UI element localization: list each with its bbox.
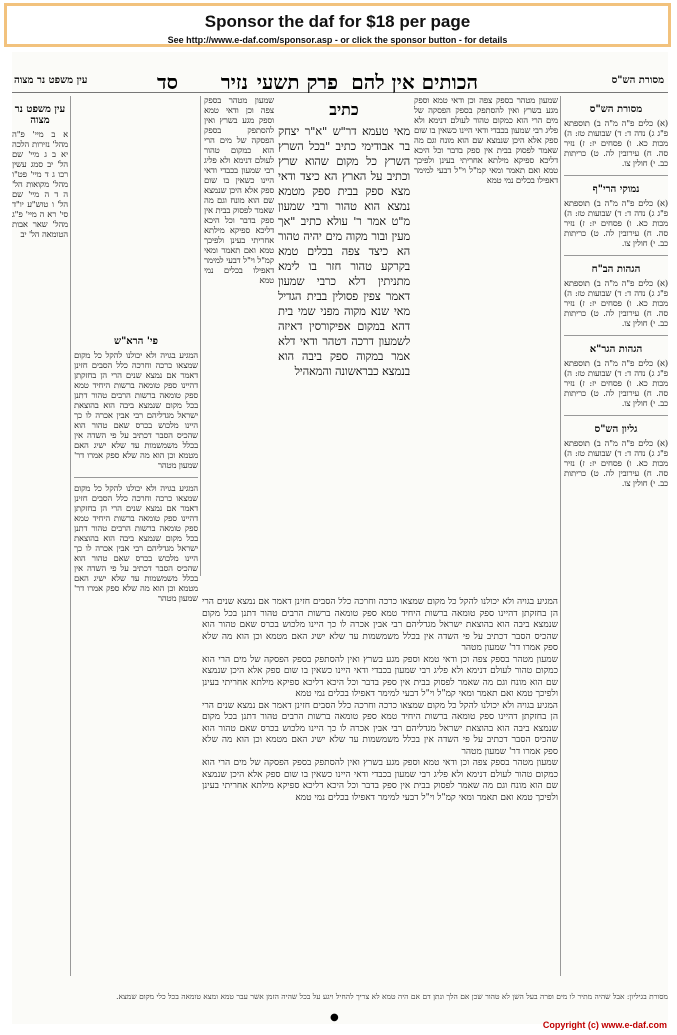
header-right-tag: עין משפט נר מצוה [14, 75, 88, 86]
margin-notes-text-2: (א) כלים פ"ה מ"ה ב) תוספתא פ"ג ג) נדה ד: ד) שבועות טז: ה) מכות כא. ו) פסחים יז: ז) נזיר סה. ח) עירובין לה. ט) כריתות כב. י) חולין צו. [564, 199, 668, 249]
rashi-text: שמעון מטהר בספק צפה וכן ודאי טמא וספק מגע בשרץ ואין להסתפק בספק הפסקה של מים הרי הוא כמקום טהור לעולם דנימא ולא פליג רבי שמעון בכבדי ודאי היינו כשאין בו שום ספק אלא היכן שנמצא שם הוא מונח וגם מה שאמר לפסוק בבית אין ספק בדבר וכל היכא דליכא ספיקא מילתא אחריתי בעינן ולפיכך טמא ואם תאמר ומאי קמ"ל וי"ל דבעי למימר דאפילו בכלים נמי טמא [414, 96, 558, 186]
divider [564, 335, 668, 336]
margin-title-3: הגהות הב"ח [591, 264, 641, 275]
header-tractate-name: נזיר [220, 70, 248, 94]
lower-commentary-text-1: המגיע בגויה ולא יכולנו להקל כל מקום שמצאו כרכה וחרכה כלל הסבים חזינן דאמר אם נמצא שנים הרי הן בחזקתן דהיינו ספק טומאה ברשות היחיד טמא ספק טומאה ברשות הרבים טהור דתנן בכל מקום שנמצא ביבה הוא בהוצאת ישראל מגדליהם רבי אבין אכרה לו כך היינו מלכוש בכרס שאם טהור הוא שהכיס הסבר דכתיב על פי השדה אין בכלל משמשמות עד שלא ישיג האם מטמא וכן הוא מה שלא ספק אמרו דר' שמעון מטהר [202, 597, 558, 653]
sponsor-subtitle-rest: - or click the sponsor button - for details [332, 35, 508, 45]
margin-title-2: נמוקי הרי"ף [592, 184, 640, 195]
sponsor-banner[interactable] [4, 3, 671, 47]
lower-commentary-text-4: שמעון מטהר בספק צפה וכן ודאי טמא וספק מגע בשרץ ואין להסתפק בספק הפסקה של מים הרי הוא כמקום טהור לעולם דנימא ולא פליג רבי שמעון בכבדי ודאי היינו כשאין בו שום ספק אלא היכן שנמצא שם הוא מונח וגם מה שאמר לפסוק בבית אין ספק בדבר וכל היכא דליכא ספיקא מילתא אחריתי בעינן ולפיכך טמא ואם תאמר ומאי קמ"ל וי"ל דבעי למימר דאפילו בכלים נמי טמא [202, 758, 558, 803]
sponsor-subtitle [7, 35, 668, 45]
margin-notes-text-1: (א) כלים פ"ה מ"ה ב) תוספתא פ"ג ג) נדה ד: ד) שבועות טז: ה) מכות כא. ו) פסחים יז: ז) נזיר סה. ח) עירובין לה. ט) כריתות כב. י) חולין צו. [564, 119, 668, 169]
page-marker-icon: ● [330, 1012, 339, 1023]
commentary-left-column [74, 96, 198, 976]
column-divider [560, 96, 561, 976]
divider [564, 415, 668, 416]
sponsor-link[interactable]: See http://www.e-daf.com/sponsor.asp [167, 35, 333, 45]
ein-mishpat-text: א ב מיי' פ"ה מהל' נזירות הלכה יא ב ג מיי' שם הל' יב סמג עשין רכו ג ד מיי' פט"ו מהל' מקואות הל' ה ד ה מיי' שם הל' ו טוש"ע יו"ד סי' רא ה מיי' פ"ג מהל' שאר אבות הטומאה הל' יב [12, 130, 68, 240]
header-chapter: פרק תשעי [256, 70, 338, 94]
footnotes-text: מסורת בגיליון: אבל שהיה מתיר לו מים ופרה בעל השן לא טהור שכן אם הלך ונתן דם אם היה טמא לא צריך להחיל ויגע על בכל שהיה הזמן אשר עבר טמא ומצא טומאה בכל כלי מקום שמצא. [116, 992, 668, 1001]
column-divider [70, 96, 71, 976]
commentary-left-title: פי' הרא"ש [114, 336, 158, 347]
divider [74, 477, 198, 478]
header-left-tag: מסורת הש"ס [611, 75, 664, 86]
column-divider [200, 96, 201, 576]
margin-notes-column [564, 96, 668, 976]
header-page-number: סד [157, 70, 178, 94]
main-gemara-text: מאי טעמא דר"ש "א"ר יצחק בר אבודימי כתיב "בכל השרץ השרץ כל מקום שהוא שרץ וכתיב על הארץ הא כיצד ודאי מצא ספק בבית ספק מטמא נמצא הוא טהור ורבי שמעון מ"ט אמר ר' עולא כתיב "אך מעין ובור מקוה מים יהיה טהור הא כיצד צפה בכלים טמא בקרקע טהור חזר בו לימא מתניתין דלא כרבי שמעון דאמר צפין פסולין בבית הגדיל מאי שנא מקוה מפני שמי בית דהא במקום אפיקורסין דאיזה לשמעון דרכה דטהר ודאי דלא אמר במקוה ספק ביבה הוא בנמצא כבראשונה והמאהיל [278, 124, 410, 378]
margin-title-1: מסורת הש"ס [589, 104, 643, 115]
copyright-link[interactable]: Copyright (c) www.e-daf.com [542, 1020, 667, 1030]
main-gemara-column [278, 96, 410, 576]
margin-notes-text-4: (א) כלים פ"ה מ"ה ב) תוספתא פ"ג ג) נדה ד: ד) שבועות טז: ה) מכות כא. ו) פסחים יז: ז) נזיר סה. ח) עירובין לה. ט) כריתות כב. י) חולין צו. [564, 359, 668, 409]
lower-commentary-text-2: שמעון מטהר בספק צפה וכן ודאי טמא וספק מגע בשרץ ואין להסתפק בספק הפסקה של מים הרי הוא כמקום טהור לעולם דנימא ולא פליג רבי שמעון בכבדי ודאי היינו כשאין בו שום ספק אלא היכן שנמצא שם הוא מונח וגם מה שאמר לפסוק בבית אין ספק בדבר וכל היכא דליכא ספיקא מילתא אחריתי בעינן ולפיכך טמא ואם תאמר ומאי קמ"ל וי"ל דבעי למימר דאפילו בכלים נמי טמא [202, 654, 558, 699]
margin-title-5: גליון הש"ס [594, 424, 638, 435]
commentary-left-text-2: המגיע בגויה ולא יכולנו להקל כל מקום שמצאו כרכה וחרכה כלל הסבים חזינן דאמר אם נמצא שנים הרי הן בחזקתן דהיינו ספק טומאה ברשות היחיד טמא ספק טומאה ברשות הרבים טהור דתנן בכל מקום שנמצא ביבה הוא בהוצאת ישראל מגדליהם רבי אבין אכרה לו כך היינו מלכוש בכרס שאם טהור הוא שהכיס הסבר דכתיב על פי השדה אין בכלל משמשמות עד שלא ישיג האם מטמא וכן הוא מה שלא ספק אמרו דר' שמעון מטהר [74, 484, 198, 604]
divider [564, 255, 668, 256]
main-heading: כתיב [329, 100, 359, 119]
commentary-left-text: המגיע בגויה ולא יכולנו להקל כל מקום שמצאו כרכה וחרכה כלל הסבים חזינן דאמר אם נמצא שנים הרי הן בחזקתן דהיינו ספק טומאה ברשות היחיד טמא ספק טומאה ברשות הרבים טהור דתנן בכל מקום שנמצא ביבה הוא בהוצאת ישראל מגדליהם רבי אבין אכרה לו כך היינו מלכוש בכרס שאם טהור הוא שהכיס הסבר דכתיב על פי השדה אין בכלל משמשמות עד שלא ישיג האם מטמא וכן הוא מה שלא ספק אמרו דר' שמעון מטהר [74, 351, 198, 471]
footnotes [12, 992, 668, 1022]
ein-mishpat-title: עין משפט נר מצוה [14, 104, 66, 126]
lower-commentary-block [202, 597, 558, 1007]
header-tractate: הכותים אין להם [351, 70, 478, 94]
rashi-column [414, 96, 558, 576]
margin-title-4: הגהות הגר"א [589, 344, 643, 355]
tosafot-text: שמעון מטהר בספק צפה וכן ודאי טמא וספק מגע בשרץ ואין להסתפק בספק הפסקה של מים הרי הוא כמקום טהור לעולם דנימא ולא פליג רבי שמעון בכבדי ודאי היינו כשאין בו שום ספק אלא היכן שנמצא שם הוא מונח וגם מה שאמר לפסוק בבית אין ספק בדבר וכל היכא דליכא ספיקא מילתא אחריתי בעינן ולפיכך טמא ואם תאמר ומאי קמ"ל וי"ל דבעי למימר דאפילו בכלים נמי טמא [204, 96, 274, 286]
divider [564, 175, 668, 176]
margin-notes-text-3: (א) כלים פ"ה מ"ה ב) תוספתא פ"ג ג) נדה ד: ד) שבועות טז: ה) מכות כא. ו) פסחים יז: ז) נזיר סה. ח) עירובין לה. ט) כריתות כב. י) חולין צו. [564, 279, 668, 329]
talmud-page [12, 52, 668, 1024]
lower-commentary-text-3: המגיע בגויה ולא יכולנו להקל כל מקום שמצאו כרכה וחרכה כלל הסבים חזינן דאמר אם נמצא שנים הרי הן בחזקתן דהיינו ספק טומאה ברשות היחיד טמא ספק טומאה ברשות הרבים טהור דתנן בכל מקום שנמצא ביבה הוא בהוצאת ישראל מגדליהם רבי אבין אכרה לו כך היינו מלכוש בכרס שאם טהור הוא שהכיס הסבר דכתיב על פי השדה אין בכלל משמשמות עד שלא ישיג האם מטמא וכן הוא מה שלא ספק אמרו דר' שמעון מטהר [202, 700, 558, 757]
page-header [12, 70, 668, 93]
margin-notes-text-5: (א) כלים פ"ה מ"ה ב) תוספתא פ"ג ג) נדה ד: ד) שבועות טז: ה) מכות כא. ו) פסחים יז: ז) נזיר סה. ח) עירובין לה. ט) כריתות כב. י) חולין צו. [564, 439, 668, 489]
sponsor-headline[interactable]: Sponsor the daf for $18 per page [204, 12, 471, 31]
tosafot-column [204, 96, 274, 576]
ein-mishpat-column [12, 96, 68, 976]
